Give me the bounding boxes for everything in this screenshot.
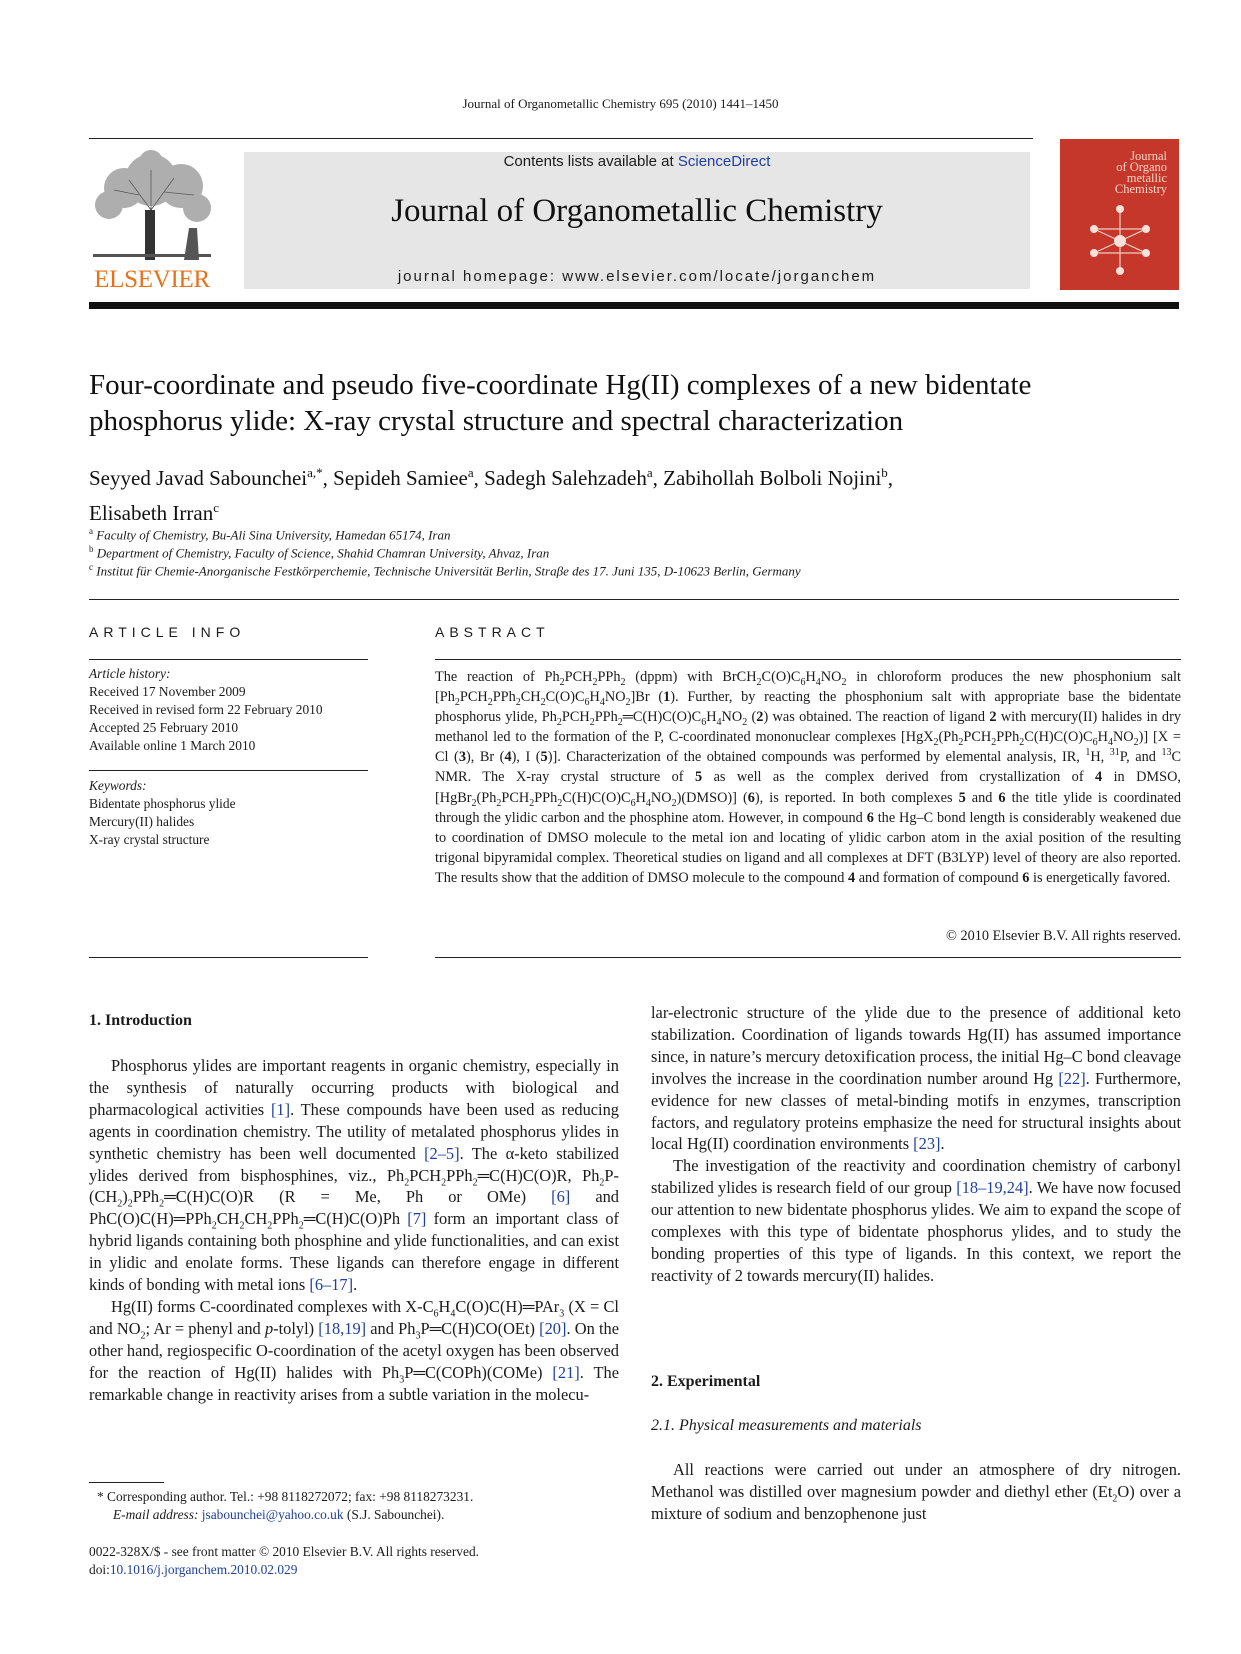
cover-title (1067, 151, 1167, 195)
abstract-text: The reaction of $Ph_2PCH_2PPh_2$ (dppm) with $BrCH_2C(O)C_6H_4NO_2$ in chloroform produces the new phosphonium salt $[Ph_2PCH_2PPh_2CH_2C(O)C_6H_4NO_2]Br$ (1). Further, by reacting the phosphonium salt with appropriate base the bidentate phosphorus ylide, $Ph_2PCH_2PPh_2═C(H)C(O)C_6H_4NO_2$ (2) was obtained. The reaction of ligand 2 with mercury(II) halides in dry methanol led to the formation of the P, C-coordinated mononuclear complexes $[HgX_2(Ph_2PCH_2PPh_2C(H)C(O)C_6H_4NO_2)] [X = Cl$ (3), Br (4), I (5)]. Characterization of the obtained compounds was performed by elemental analysis, IR, $^1$H, $^{31}$P, and $^{13}$C NMR. The X-ray crystal structure of 5 as well as the complex derived from crystallization of 4 in DMSO, $[HgBr_2(Ph_2PCH_2PPh_2C(H)C(O)C_6H_4NO_2)(DMSO)]$ (6), is reported. In both complexes 5 and 6 the title ylide is coordinated through the ylidic carbon and the phosphine atom. However, in compound 6 the Hg–C bond length is considerably weakened due to coordination of DMSO molecule to the metal ion and locating of ylidic carbon atom in the axial position of the resulting trigonal bipyramidal complex. Theoretical studies on ligand and all complexes at DFT (B3LYP) level of theory are also reported. The results show that the addition of DMSO molecule to the compound 4 and formation of compound 6 is energetically favored. (435, 669, 1181, 886)
journal-title: Journal of Organometallic Chemistry (391, 193, 883, 229)
affiliation (89, 562, 1189, 579)
doi-link[interactable]: 10.1016/j.jorganchem.2010.02.029 (109, 1562, 298, 1577)
author-affiliation-mark[interactable]: c (213, 500, 219, 515)
abstract-rule (435, 659, 1181, 660)
cover-molecule-graphic (1074, 201, 1166, 281)
introduction-heading: 1. Introduction (89, 1012, 192, 1029)
abstract-bottom-rule (435, 957, 1181, 958)
cover-line: of Organo (1116, 160, 1167, 174)
article-info-heading: ARTICLE INFO (89, 624, 246, 640)
author-separator: , (473, 466, 485, 490)
introduction-body (89, 1055, 619, 1406)
header-thick-rule (89, 302, 1179, 309)
abstract-copyright: © 2010 Elsevier B.V. All rights reserved. (946, 928, 1181, 944)
footnote-rule (89, 1482, 164, 1483)
email-suffix: (S.J. Sabounchei). (343, 1507, 445, 1522)
author-separator: , (652, 466, 664, 490)
header-rule (89, 138, 1033, 139)
author-list (89, 458, 1189, 528)
author-affiliation-mark[interactable]: b (881, 465, 888, 480)
author-name: Sadegh Salehzadeh (484, 466, 647, 490)
cover-line: Chemistry (1114, 182, 1167, 196)
affiliation (89, 526, 1189, 543)
email-link[interactable]: jsabounchei@yahoo.co.uk (201, 1507, 344, 1522)
front-matter-note: 0022-328X/$ - see front matter © 2010 Elsevier B.V. All rights reserved. (89, 1544, 479, 1559)
article-info-rule (89, 659, 368, 660)
experimental-heading: 2. Experimental (651, 1373, 761, 1390)
affiliation-mark: c (89, 562, 93, 572)
keyword: Mercury(II) halides (89, 814, 195, 829)
elsevier-wordmark: ELSEVIER (94, 266, 210, 293)
article-history (89, 665, 369, 755)
author-name: Seyyed Javad Sabounchei (89, 466, 308, 490)
history-entry: Received in revised form 22 February 2010 (89, 702, 323, 717)
journal-cover-image (1060, 139, 1179, 290)
article-title-line: Four-coordinate and pseudo five-coordinate Hg(II) complexes of a new bidentate (89, 369, 1032, 401)
author-name: Sepideh Samiee (333, 466, 468, 490)
keywords-rule (89, 770, 368, 771)
journal-homepage[interactable]: journal homepage: www.elsevier.com/locate/jorganchem (397, 268, 877, 285)
subsection-heading: 2.1. Physical measurements and materials (651, 1417, 922, 1434)
introduction-body-continued (651, 1002, 1181, 1287)
affiliation-text: Institut für Chemie-Anorganische Festkörperchemie, Technische Universität Berlin, Straβe des 17. Juni 135, D-10623 Berlin, Germany (96, 563, 801, 579)
paragraph: The investigation of the reactivity and coordination chemistry of carbonyl stabilized ylides is research field of our group [18–19,24]. We have now focused our attention to new bidentate phosphorus ylides. We aim to expand the scope of complexes with this type of bidentate phosphorus ylides, and to study the bonding properties of this type of ligands. In this context, we report the reactivity of 2 towards mercury(II) halides. (651, 1156, 1182, 1285)
contents-line (244, 153, 1030, 170)
email-label: E-mail address: (113, 1507, 199, 1522)
corresponding-text: Corresponding author. Tel.: +98 8118272072; fax: +98 8118273231. (107, 1489, 474, 1504)
affiliation-mark: a (89, 526, 93, 536)
article-title (89, 367, 1189, 439)
history-entry: Accepted 25 February 2010 (89, 720, 239, 735)
paragraph: All reactions were carried out under an atmosphere of dry nitrogen. Methanol was distilled over magnesium powder and diethyl ether $(Et_2O)$ over a mixture of sodium and benzophenone just (651, 1460, 1181, 1523)
author-separator: , (887, 466, 894, 490)
article-title-line: phosphorus ylide: X-ray crystal structure and spectral characterization (89, 405, 904, 437)
asterisk-mark: * (97, 1489, 108, 1504)
paragraph: lar-electronic structure of the ylide due to the presence of additional keto stabilization. Coordination of ligands towards Hg(II) has assumed importance since, in nature’s mercury detoxification process, the initial Hg–C bond cleavage involves the increase in the coordination number around Hg [22]. Furthermore, evidence for new classes of metal-binding motifs in enzymes, transcription factors, and regulatory proteins emphasize the need for structural insights about local Hg(II) coordination environments [23]. (651, 1003, 1181, 1154)
keyword: X-ray crystal structure (89, 832, 210, 847)
author-separator: , (322, 466, 334, 490)
corresponding-author-footnote (97, 1488, 617, 1524)
sciencedirect-link[interactable]: ScienceDirect (677, 153, 771, 170)
history-entry: Received 17 November 2009 (89, 684, 246, 699)
affiliation-mark: b (89, 544, 94, 554)
affiliation-text: Faculty of Chemistry, Bu-Ali Sina University, Hamedan 65174, Iran (96, 527, 451, 543)
history-entry: Available online 1 March 2010 (89, 738, 256, 753)
experimental-body (651, 1459, 1181, 1525)
doi-label: doi: (89, 1562, 110, 1577)
paragraph: Phosphorus ylides are important reagents in organic chemistry, especially in the synthesis of naturally occurring products with biological and pharmacological activities [1]. These compounds have been used as reducing agents in coordination chemistry. The utility of metalated phosphorus ylides in synthetic chemistry has been well documented [2–5]. The α-keto stabilized ylides derived from bisphosphines, viz., $Ph_2PCH_2PPh_2═C(H)C(O)R$, $Ph_2P-(CH_2)_2PPh_2═C(H)C(O)R$ (R = Me, Ph or OMe) [6] and $PhC(O)C(H)═PPh_2CH_2CH_2PPh_2═C(H)C(O)Ph$ [7] form an important class of hybrid ligands containing both phosphine and ylide functionalities, and can exist in ylidic and enolate forms. These ligands can therefore engage in different kinds of bonding with metal ions [6–17]. (89, 1056, 620, 1295)
author-affiliation-mark[interactable]: a (646, 465, 653, 480)
keywords-label: Keywords: (89, 778, 147, 793)
cover-line: Journal (1130, 149, 1167, 163)
author-affiliation-mark[interactable]: a (467, 465, 474, 480)
affiliation (89, 544, 1189, 561)
publication-footer (89, 1543, 689, 1579)
article-info-bottom-rule (89, 957, 368, 958)
paragraph: Hg(II) forms C-coordinated complexes with $X-C_6H_4C(O)C(H)═PAr_3$ (X = Cl and $NO_2$; Ar = phenyl and p-tolyl) [18,19] and $Ph_3P═C(H)CO(OEt)$ [20]. On the other hand, regiospecific O-coordination of the acetyl oxygen has been observed for the reaction of Hg(II) halides with $Ph_3P═C(COPh)(COMe)$ [21]. The remarkable change in reactivity arises from a subtle variation in the molecu- (89, 1296, 620, 1404)
contents-prefix: Contents lists available at (503, 153, 678, 170)
keyword: Bidentate phosphorus ylide (89, 796, 236, 811)
keywords (89, 777, 369, 849)
journal-reference: Journal of Organometallic Chemistry 695 (2010) 1441–1450 (462, 96, 779, 111)
cover-line: metallic (1126, 171, 1167, 185)
author-affiliation-mark[interactable]: a,* (307, 465, 323, 480)
affiliation-text: Department of Chemistry, Faculty of Science, Shahid Chamran University, Ahvaz, Iran (96, 545, 550, 561)
author-name: Elisabeth Irran (89, 501, 214, 525)
author-name: Zabihollah Bolboli Nojini (663, 466, 882, 490)
abstract-heading: ABSTRACT (435, 624, 550, 640)
article-history-label: Article history: (89, 666, 171, 681)
section-rule (89, 599, 1179, 600)
elsevier-tree-logo (89, 150, 215, 262)
